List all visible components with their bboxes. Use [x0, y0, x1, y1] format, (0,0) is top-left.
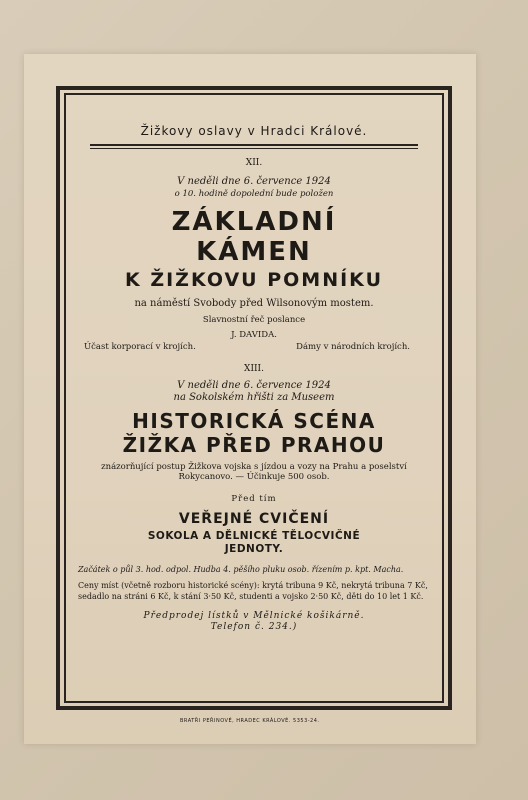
section-12-number: XII.: [245, 158, 263, 168]
poster-header: Žižkovy oslavy v Hradci Králové.: [140, 124, 368, 138]
section-13-number: XIII.: [244, 364, 264, 374]
title-historicka-scena: HISTORICKÁ SCÉNA: [132, 409, 376, 433]
title-verejne-cviceni: VEŘEJNÉ CVIČENÍ: [178, 511, 330, 527]
section-13-date: V neděli dne 6. července 1924: [177, 380, 331, 391]
title-zizka-pred-prahou: ŽIŽKA PŘED PRAHOU: [122, 433, 386, 457]
poster-content: [70, 100, 438, 700]
printer-imprint: BRATŘI PEŘINOVÉ, HRADEC KRÁLOVÉ. 5353-24.: [180, 718, 320, 724]
header-rules: [90, 144, 418, 149]
note-korporace: Účast korporací v krojích.: [84, 342, 196, 352]
cviceni-line-3: JEDNOTY.: [224, 543, 284, 555]
section-12-speech: Slavnostní řeč poslance: [202, 315, 306, 325]
section-12-time: o 10. hodině dopolední bude položen: [174, 189, 334, 199]
section-13-place: na Sokolském hřišti za Museem: [173, 392, 335, 403]
before-label: Před tím: [231, 494, 277, 504]
section-12-notes: [70, 342, 438, 352]
section-12-place: na náměstí Svobody před Wilsonovým mostem.: [134, 298, 374, 309]
phone-info: Telefon č. 234.): [210, 621, 298, 632]
title-zizkovu-pomniku: K ŽIŽKOVU POMNÍKU: [125, 269, 383, 291]
presale-info: Předprodej lístků v Mělnické košikárně.: [143, 610, 365, 621]
start-info: Začátek o půl 3. hod. odpol. Hudba 4. pěšího pluku osob. řízením p. kpt. Macha.: [78, 565, 404, 574]
ticket-prices: Ceny míst (včetně rozboru historické scény): krytá tribuna 9 Kč, nekrytá tribuna 7 Kč, sedadlo na stráni 6 Kč, k stání 3·50 Kč, studenti a vojsko 2·50 Kč, děti do 10 let 1 Kč.: [78, 581, 428, 601]
title-kamen: KÁMEN: [196, 237, 312, 267]
section-12-speaker: J. DAVIDA.: [231, 330, 277, 340]
note-damy: Dámy v národních krojích.: [296, 342, 410, 352]
section-13-description: znázorňující postup Žižkova vojska s jízdou a vozy na Prahu a poselství Rokycanovo. — Účinkuje 500 osob.: [101, 462, 407, 482]
cviceni-line-2: SOKOLA A DĚLNICKÉ TĚLOCVIČNÉ: [147, 530, 361, 542]
title-zakladni: ZÁKLADNÍ: [171, 207, 337, 237]
section-12-date: V neděli dne 6. července 1924: [177, 176, 331, 187]
